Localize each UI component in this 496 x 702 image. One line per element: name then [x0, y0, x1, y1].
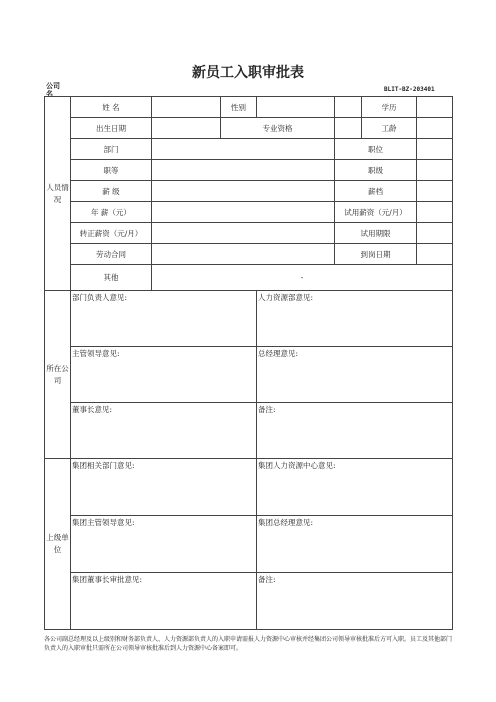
opinion-group-hr-center[interactable]: 集团人力资源中心意见: [257, 459, 453, 516]
label-qualification: 专业资格 [221, 118, 335, 139]
opinion-group-supervisor[interactable]: 集团主管领导意见: [71, 516, 257, 573]
field-seniority[interactable] [417, 118, 453, 139]
opinion-group-general-manager[interactable]: 集团总经理意见: [257, 516, 453, 573]
form-code: BLIT-BZ-203401 [384, 86, 435, 93]
section-group-opinions: 上级单位 [45, 459, 71, 630]
footer-note: 各公司副总经理及以上级别和财务部负责人、人力资源部负责人的入职申请需报人力资源中心审核并经集团公司领导审核批准后方可入职。员工及其他部门负责人的入职审批只需所在公司领导审核批准后到人力资源中心备案即可。 [44, 636, 453, 652]
field-probation-salary[interactable] [417, 202, 453, 223]
label-seniority: 工龄 [362, 118, 417, 139]
field-position[interactable] [417, 139, 453, 160]
section-company-opinions: 所在公司 [45, 291, 71, 459]
field-contract[interactable] [152, 244, 335, 265]
label-rank: 职等 [71, 160, 152, 181]
label-birth-date: 出生日期 [71, 118, 152, 139]
label-level: 职级 [335, 160, 417, 181]
group-remarks[interactable]: 备注: [257, 573, 453, 630]
field-annual-salary[interactable] [152, 202, 335, 223]
label-regular-salary: 转正薪资（元/月） [71, 223, 152, 244]
section-personal-info: 人员情况 [45, 97, 71, 291]
field-rank[interactable] [152, 160, 335, 181]
opinion-group-related-dept[interactable]: 集团相关部门意见: [71, 459, 257, 516]
field-birth-date[interactable] [152, 118, 221, 139]
label-salary-grade: 薪 级 [71, 181, 152, 202]
label-education: 学历 [362, 97, 417, 118]
label-name: 姓 名 [71, 97, 152, 118]
spacer-cell [335, 97, 362, 118]
label-probation-salary: 试用薪资（元/月） [335, 202, 417, 223]
field-name[interactable] [152, 97, 221, 118]
form-title: 新员工入职审批表 [192, 65, 304, 81]
label-position: 职位 [335, 139, 417, 160]
approval-form-table [44, 96, 453, 630]
label-gender: 性别 [221, 97, 257, 118]
field-qualification[interactable] [335, 118, 362, 139]
field-start-date[interactable] [417, 244, 453, 265]
opinion-general-manager[interactable]: 总经理意见: [257, 347, 453, 403]
label-probation-period: 试用期限 [335, 223, 417, 244]
opinion-supervisor[interactable]: 主管领导意见: [71, 347, 257, 403]
label-other: 其他 [71, 265, 152, 291]
field-salary-tier[interactable] [417, 181, 453, 202]
field-education[interactable] [417, 97, 453, 118]
field-probation-period[interactable] [417, 223, 453, 244]
company-label: 公司名 [46, 82, 60, 98]
label-salary-tier: 薪档 [335, 181, 417, 202]
field-regular-salary[interactable] [152, 223, 335, 244]
opinion-dept-head[interactable]: 部门负责人意见: [71, 291, 257, 347]
field-level[interactable] [417, 160, 453, 181]
field-salary-grade[interactable] [152, 181, 335, 202]
label-department: 部门 [71, 139, 152, 160]
field-other[interactable]: - [152, 265, 453, 291]
opinion-hr-dept[interactable]: 人力资源部意见: [257, 291, 453, 347]
field-gender[interactable] [257, 97, 335, 118]
label-contract: 劳动合同 [71, 244, 152, 265]
label-annual-salary: 年 薪（元） [71, 202, 152, 223]
label-start-date: 到岗日期 [335, 244, 417, 265]
field-department[interactable] [152, 139, 335, 160]
opinion-chairman[interactable]: 董事长意见: [71, 403, 257, 459]
opinion-group-chairman[interactable]: 集团董事长审批意见: [71, 573, 257, 630]
company-remarks[interactable]: 备注: [257, 403, 453, 459]
